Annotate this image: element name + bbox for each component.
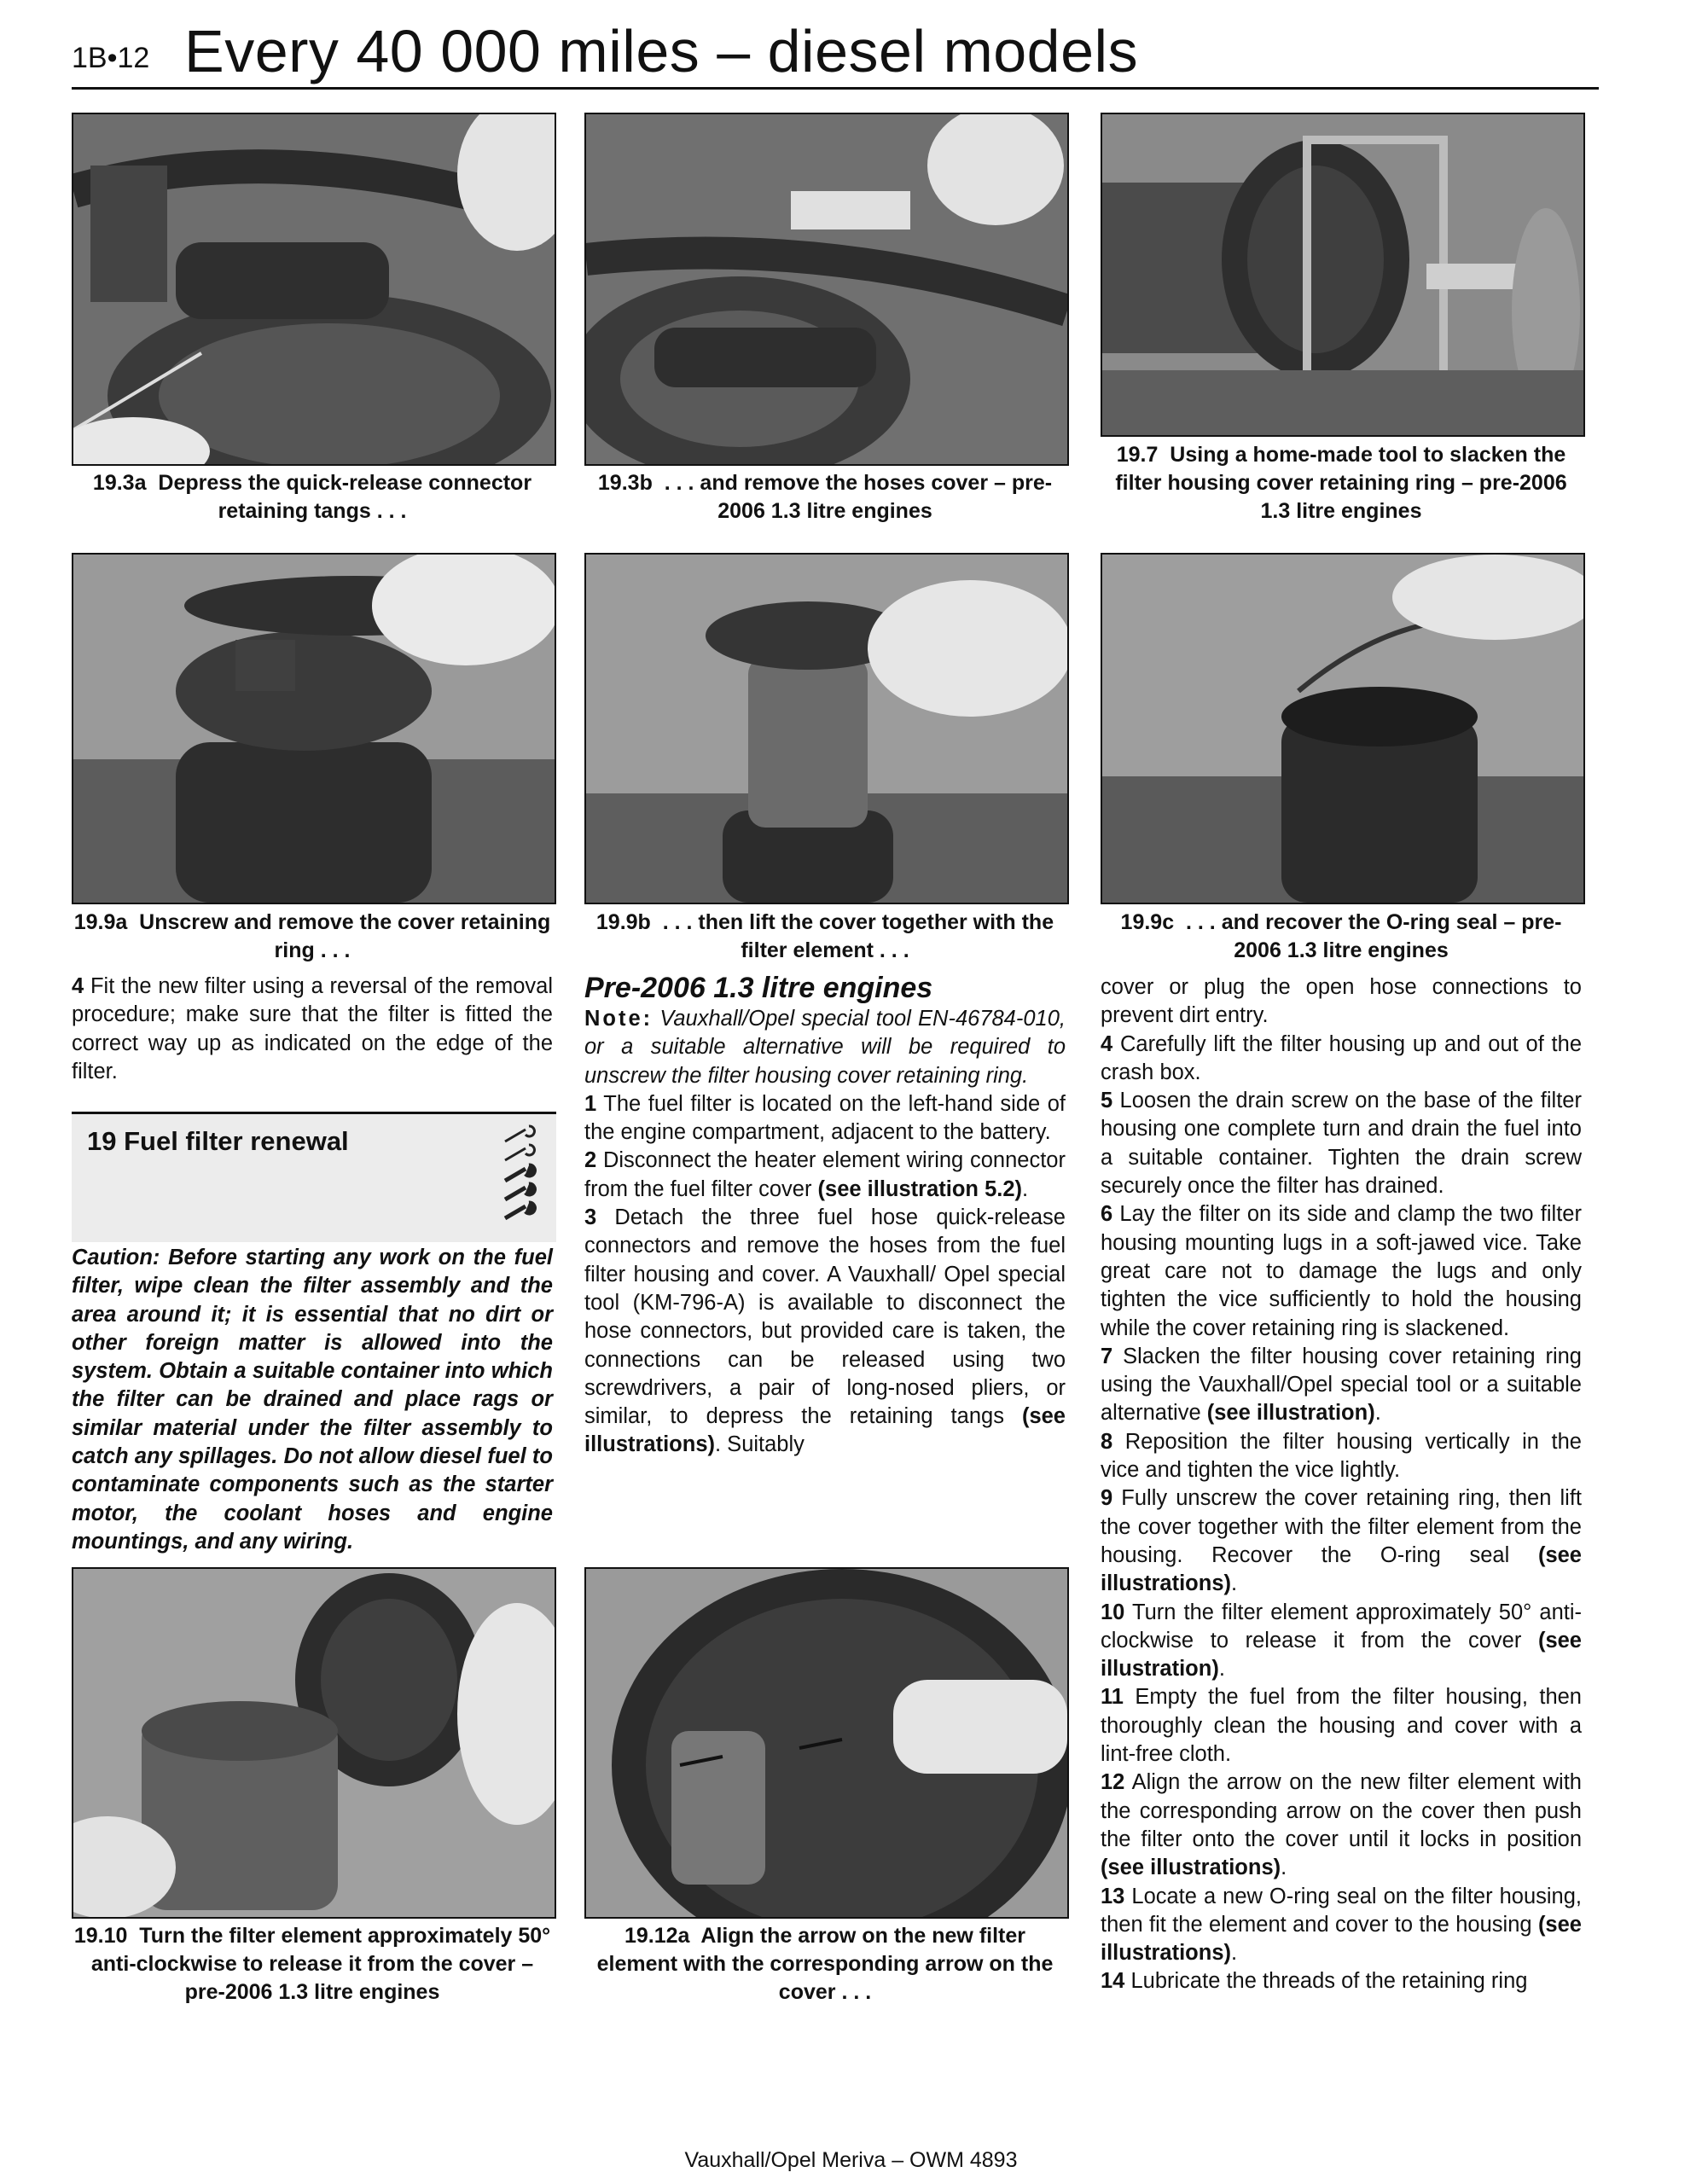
step-end: . xyxy=(1231,1571,1238,1596)
page-number: 1B•12 xyxy=(72,42,150,74)
photo-19-3b xyxy=(584,113,1069,466)
note-text: Vauxhall/Opel special tool EN-46784-010, or a suitable alternative will be required to unscrew the filter housing cover retaining ring. xyxy=(584,1007,1066,1088)
step-text: Empty the fuel from the filter housing, then thoroughly clean the housing and cover with a lint-free cloth. xyxy=(1101,1685,1582,1767)
step-text: The fuel filter is located on the left-hand side of the engine compartment, adjacent to the battery. xyxy=(584,1091,1066,1145)
step-text: Lubricate the threads of the retaining ring xyxy=(1130,1969,1528,1994)
step-text: Fit the new filter using a reversal of the removal procedure; make sure that the filter is fitted the correct way up as indicated on the edge of the filter. xyxy=(72,974,553,1083)
column-1-step-4 xyxy=(72,973,553,1086)
photo-19-9b xyxy=(584,553,1069,904)
continued-text: cover or plug the open hose connections to prevent dirt entry. xyxy=(1101,975,1582,1028)
step-14 xyxy=(1101,1967,1582,1995)
step-number: 10 xyxy=(1101,1600,1125,1624)
step-number: 5 xyxy=(1101,1089,1113,1113)
subsection-heading: Pre-2006 1.3 litre engines xyxy=(584,972,933,1004)
illustration-ref: (see illustration) xyxy=(1101,1628,1582,1682)
caption-19-3a xyxy=(72,469,553,526)
step-4 xyxy=(1101,1031,1582,1088)
column-3-text xyxy=(1101,973,1582,1996)
photo-19-12a xyxy=(584,1567,1069,1919)
photo-19-3a xyxy=(72,113,556,466)
home-made-tool-image xyxy=(1102,114,1583,435)
figure-caption: Using a home-made tool to slacken the filter housing cover retaining ring – pre-2006 1.3 litre engines xyxy=(1115,443,1567,523)
caption-19-9a xyxy=(72,909,553,965)
step-number: 11 xyxy=(1101,1685,1124,1710)
step-end: . xyxy=(1374,1401,1381,1426)
photo-19-9a xyxy=(72,553,556,904)
step-text: Reposition the filter housing vertically in the vice and tighten the vice lightly. xyxy=(1101,1429,1582,1483)
caption-19-12a xyxy=(584,1922,1066,2007)
page-header xyxy=(72,9,1599,90)
figure-number: 19.9a xyxy=(73,910,128,934)
step-text: Fully unscrew the cover retaining ring, then lift the cover together with the filter element from the housing. Recover the O-ring seal xyxy=(1101,1486,1582,1567)
caption-19-9c xyxy=(1101,909,1582,965)
section-title: 19 Fuel filter renewal xyxy=(87,1126,349,1156)
step-end: . xyxy=(1231,1941,1238,1966)
step-number: 1 xyxy=(584,1091,597,1116)
figure-number: 19.10 xyxy=(73,1924,128,1948)
column-2-text xyxy=(584,971,1066,1460)
note-paragraph xyxy=(584,1005,1066,1090)
page-footer: Vauxhall/Opel Meriva – OWM 4893 xyxy=(684,2148,1018,2172)
step-end: . xyxy=(1281,1856,1287,1880)
figure-caption: . . . and remove the hoses cover – pre-2006 1.3 litre engines xyxy=(664,471,1053,523)
step-3 xyxy=(584,1204,1066,1460)
hoses-cover-image xyxy=(586,114,1067,464)
step-6 xyxy=(1101,1200,1582,1342)
step-text: Loosen the drain screw on the base of the filter housing one complete turn and drain the fuel into a suitable container. Tighten the drain screw securely once the filter has drained. xyxy=(1101,1089,1582,1199)
step-number: 7 xyxy=(1101,1344,1113,1368)
step-text: Detach the three fuel hose quick-release connectors and remove the hoses from the fuel filter housing and cover. A Vauxhall/ Opel special tool (KM-796-A) is available to disconnect the hose connectors, but provided care is taken, the connections can be released using two screwdrivers, a pair of long-nosed pliers, or similar, to depress the retaining tangs xyxy=(584,1205,1066,1429)
step-text: Locate a new O-ring seal on the filter housing, then fit the element and cover to the housing xyxy=(1101,1884,1582,1937)
caution-text xyxy=(72,1244,553,1556)
step-text: Slacken the filter housing cover retaining ring using the Vauxhall/Opel special tool or a suitable alternative xyxy=(1101,1344,1582,1426)
step-end: . xyxy=(1218,1657,1225,1682)
illustration-ref: (see illustrations) xyxy=(1101,1856,1281,1880)
caption-19-10 xyxy=(72,1922,553,2007)
step-11 xyxy=(1101,1683,1582,1769)
step-1 xyxy=(584,1090,1066,1147)
step-7 xyxy=(1101,1343,1582,1428)
figure-number: 19.3a xyxy=(92,471,147,495)
page-title: Every 40 000 miles – diesel models xyxy=(184,18,1139,84)
step-text: Carefully lift the filter housing up and out of the crash box. xyxy=(1101,1031,1583,1084)
figure-caption: . . . and recover the O-ring seal – pre-2006 1.3 litre engines xyxy=(1186,910,1562,962)
step-text: Disconnect the heater element wiring connector from the fuel filter cover xyxy=(584,1148,1066,1201)
step-number: 9 xyxy=(1101,1486,1113,1511)
step-13 xyxy=(1101,1883,1582,1968)
illustration-ref: (see illustrations) xyxy=(1101,1542,1582,1596)
step-number: 3 xyxy=(584,1205,597,1230)
step-2 xyxy=(584,1147,1066,1204)
step-12 xyxy=(1101,1769,1582,1882)
illustration-ref: (see illustrations) xyxy=(1101,1912,1582,1966)
figure-number: 19.3b xyxy=(597,471,653,495)
illustration-ref: (see illustrations) xyxy=(584,1404,1066,1457)
filter-element-turn-image xyxy=(73,1569,555,1917)
step-text: Align the arrow on the new filter element with the corresponding arrow on the cover then push the filter onto the cover until it locks in position xyxy=(1101,1770,1582,1851)
filter-element-lift-image xyxy=(586,555,1067,903)
caption-19-3b xyxy=(584,469,1066,526)
difficulty-spanner-icon xyxy=(500,1121,543,1223)
figure-caption: . . . then lift the cover together with the filter element . . . xyxy=(662,910,1054,962)
step-8 xyxy=(1101,1428,1582,1485)
step-number: 4 xyxy=(1101,1031,1113,1056)
step-end: . xyxy=(1022,1176,1029,1201)
step-end: . Suitably xyxy=(715,1432,805,1457)
step-number: 8 xyxy=(1101,1429,1113,1454)
step-5 xyxy=(1101,1087,1582,1200)
photo-19-7 xyxy=(1101,113,1585,437)
figure-number: 19.12a xyxy=(624,1924,690,1948)
caution-paragraph: Caution: Before starting any work on the fuel filter, wipe clean the filter assembly and the area around it; it is essential that no dirt or other foreign matter is allowed into the system. Obtain a suitable container into which the filter can be drained and place rags or similar material under the filter assembly to catch any spillages. Do not allow diesel fuel to contaminate components such as the starter motor, the coolant hoses and engine mountings, and any wiring. xyxy=(72,1246,553,1554)
step-number: 14 xyxy=(1101,1969,1125,1994)
caption-19-7 xyxy=(1101,441,1582,526)
note-label: Note: xyxy=(584,1007,653,1031)
step-number: 13 xyxy=(1101,1884,1125,1908)
figure-caption: Align the arrow on the new filter element with the corresponding arrow on the cover . . . xyxy=(596,1924,1054,2004)
cover-retaining-ring-image xyxy=(73,555,555,903)
figure-caption: Unscrew and remove the cover retaining ring . . . xyxy=(139,910,551,962)
illustration-ref: (see illustration 5.2) xyxy=(817,1176,1023,1201)
photo-19-10 xyxy=(72,1567,556,1919)
figure-number: 19.7 xyxy=(1116,443,1159,467)
step-9 xyxy=(1101,1484,1582,1598)
step-number: 12 xyxy=(1101,1770,1125,1795)
step-10 xyxy=(1101,1599,1582,1684)
figure-number: 19.9b xyxy=(595,910,651,934)
step-number: 4 xyxy=(72,974,84,998)
step-text: Turn the filter element approximately 50° anti-clockwise to release it from the cover xyxy=(1101,1600,1582,1653)
o-ring-seal-image xyxy=(1102,555,1583,903)
step-number: 2 xyxy=(584,1148,597,1173)
figure-caption: Turn the filter element approximately 50° anti-clockwise to release it from the cover – pre-2006 1.3 litre engines xyxy=(90,1924,551,2004)
step-number: 6 xyxy=(1101,1202,1113,1227)
figure-number: 19.9c xyxy=(1120,910,1175,934)
illustration-ref: (see illustration) xyxy=(1206,1401,1375,1426)
section-heading-box xyxy=(72,1112,556,1242)
figure-caption: Depress the quick-release connector retaining tangs . . . xyxy=(158,471,532,523)
caption-19-9b xyxy=(584,909,1066,965)
photo-19-9c xyxy=(1101,553,1585,904)
engine-connector-image xyxy=(73,114,555,464)
filter-arrow-align-image xyxy=(586,1569,1067,1917)
step-text: Lay the filter on its side and clamp the two filter housing mounting lugs in a soft-jawed vice. Take great care not to damage the lugs and only tighten the vice sufficiently to hold the housing while the cover retaining ring is slackened. xyxy=(1101,1202,1582,1340)
